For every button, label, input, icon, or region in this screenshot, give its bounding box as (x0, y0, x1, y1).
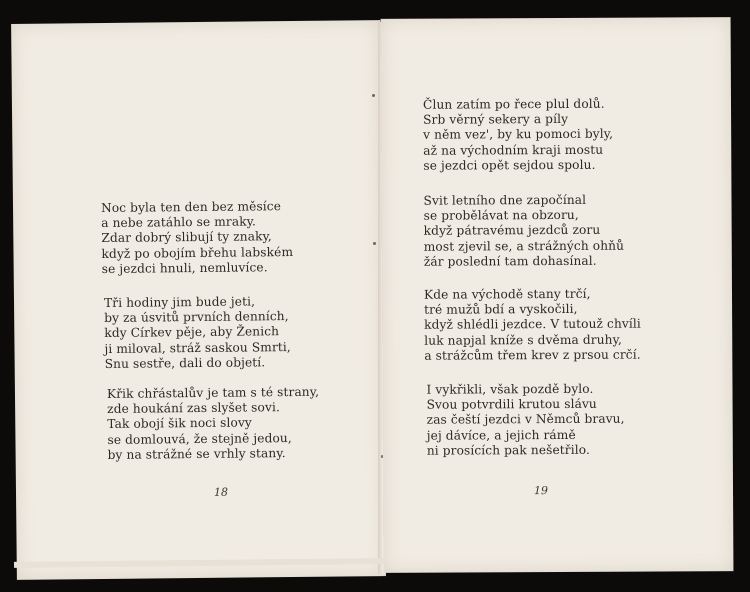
verse-line: by na strážné se vrhly stany. (107, 445, 286, 462)
verse-line: Kde na východě stany trčí, (423, 286, 591, 302)
verse-line: most zjevil se, a strážných ohňů (423, 238, 625, 254)
verse-line: v něm vez', by ku pomoci byly, (423, 127, 614, 143)
verse-line: Svou potvrdili krutou slávu (426, 396, 597, 412)
verse-line: ni prosících pak nešetřilo. (426, 442, 590, 458)
verse-line: Zdar dobrý slibují ty znaky, (101, 229, 272, 246)
page-number: 18 (213, 485, 229, 499)
verse-line: I vykřikli, však pozdě bylo. (426, 381, 594, 397)
right-stanza-3 (424, 287, 641, 364)
verse-line: Člun zatím po řece plul dolů. (422, 96, 605, 112)
left-page (11, 20, 386, 580)
verse-line: by za úsvitů prvních denních, (104, 309, 289, 326)
verse-line: Svit letního dne započínal (423, 192, 587, 208)
verse-line: a strážcům třem krev z prsou crčí. (424, 347, 641, 363)
right-page (381, 17, 734, 573)
verse-line: se jezdci hnuli, nemluvíce. (101, 260, 268, 276)
right-stanza-1 (423, 97, 613, 174)
page-number: 19 (533, 484, 549, 498)
left-stanza-3 (107, 385, 320, 463)
verse-line: když shlédli jezdce. V tutouž chvíli (424, 316, 641, 333)
verse-line: se probělávat na obzoru, (423, 208, 579, 223)
verse-line: zas čeští jezdci v Němců bravu, (426, 412, 625, 428)
verse-line: zde houkání zas slyšet sovi. (107, 400, 280, 417)
verse-line: Tři hodiny jim bude jeti, (103, 294, 256, 310)
verse-line: se domlouvá, že stejně jedou, (107, 430, 292, 447)
verse-line: Tak obojí šik noci slovy (107, 415, 252, 432)
verse-line: žár poslední tam dohasínal. (423, 253, 597, 269)
verse-line: kdy Církev pěje, aby Ženich (104, 324, 280, 341)
binding-mark (373, 242, 376, 245)
verse-line: Noc byla ten den bez měsíce (100, 199, 282, 216)
verse-line: když pátravému jezdců zoru (423, 223, 601, 239)
verse-line: luk napjal kníže s dvěma druhy, (424, 332, 622, 348)
verse-line: jej dávíce, a jejich rámě (426, 427, 576, 443)
verse-line: ji miloval, stráž saskou Smrti, (104, 339, 291, 356)
right-stanza-2 (423, 193, 624, 270)
verse-line: až na východním kraji mostu (423, 142, 604, 158)
verse-line: Křik chřástalův je tam s té strany, (106, 384, 320, 401)
verse-line: se jezdci opět sejdou spolu. (423, 157, 596, 173)
verse-line: tré mužů bdí a vyskočili, (424, 302, 578, 317)
verse-line: Snu sestře, dali do objetí. (104, 355, 266, 371)
verse-line: Srb věrný sekery a píly (423, 112, 569, 127)
verse-line: když po obojím břehu labském (101, 244, 294, 261)
left-stanza-2 (104, 294, 291, 372)
right-stanza-4 (426, 382, 624, 459)
left-stanza-1 (101, 199, 293, 277)
verse-line: a nebe zatáhlo se mraky. (101, 214, 257, 231)
binding-mark (372, 94, 375, 97)
